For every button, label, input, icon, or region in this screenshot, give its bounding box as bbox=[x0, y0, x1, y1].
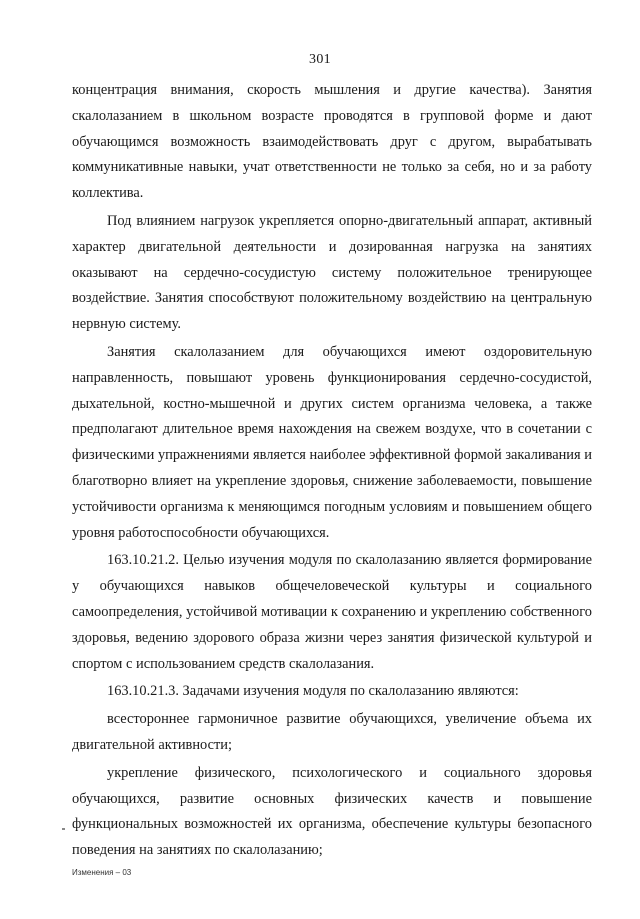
paragraph-5: 163.10.21.3. Задачами изучения модуля по скалолазанию являются: bbox=[107, 683, 519, 700]
footer-revision-note: Изменения – 03 bbox=[72, 868, 132, 877]
page-body bbox=[72, 78, 592, 864]
page-number: 301 bbox=[309, 52, 331, 67]
paragraph-6: всестороннее гармоничное развитие обучающихся, увеличение объема их двигательной активности; bbox=[72, 711, 592, 753]
paragraph-2: Под влиянием нагрузок укрепляется опорно-двигательный аппарат, активный характер двигательной деятельности и дозированная нагрузка на занятиях оказывают на сердечно-сосудистую систему положительное тренирующее воздействие. Занятия способствуют положительному воздействию на центральную нервную систему. bbox=[72, 212, 592, 333]
paragraph-4: 163.10.21.2. Целью изучения модуля по скалолазанию является формирование у обучающихся навыков общечеловеческой культуры и социального самоопределения, устойчивой мотивации к сохранению и укреплению собственного здоровья, ведению здорового образа жизни через занятия физической культурой и спортом с использованием средств скалолазания. bbox=[72, 552, 592, 672]
paragraph-7: укрепление физического, психологического и социального здоровья обучающихся, развитие основных физических качеств и повышение функциональных возможностей их организма, обеспечение культуры безопасного поведения на занятиях по скалолазанию; bbox=[72, 764, 592, 859]
paragraph-3: Занятия скалолазанием для обучающихся имеют оздоровительную направленность, повышают уровень функционирования сердечно-сосудистой, дыхательной, костно-мышечной и других систем организма человека, а также предполагают длительное время нахождения на свежем воздухе, что в сочетании с физическими упражнениями является наиболее эффективной формой закаливания и благотворно влияет на укрепление здоровья, снижение заболеваемости, повышение устойчивости организма к меняющимся погодным условиям и повышением общего уровня работоспособности обучающихся. bbox=[72, 343, 592, 541]
paragraph-1: концентрация внимания, скорость мышления и другие качества). Занятия скалолазанием в школьном возрасте проводятся в групповой форме и дают обучающимся возможность взаимодействовать друг с другом, вырабатывать коммуникативные навыки, учат ответственности не только за себя, но и за работу коллектива. bbox=[72, 82, 592, 202]
scan-artifact bbox=[62, 828, 65, 830]
